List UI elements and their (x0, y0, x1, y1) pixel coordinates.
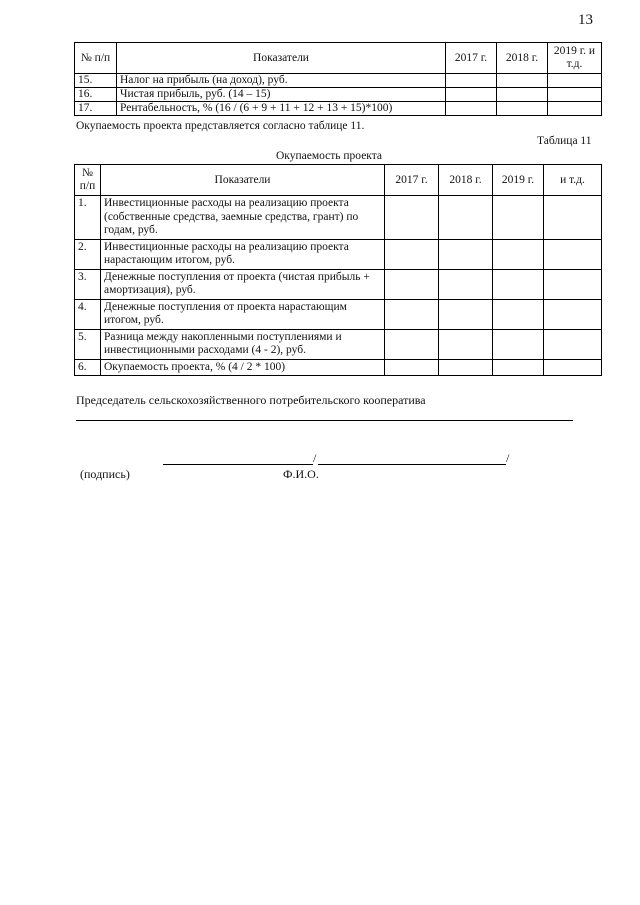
value-cell (497, 74, 548, 88)
value-cell (544, 196, 602, 240)
value-cell (385, 239, 439, 269)
row-number: 16. (75, 88, 117, 102)
table-title: Окупаемость проекта (276, 150, 383, 162)
table-row (75, 239, 602, 269)
value-cell (385, 359, 439, 376)
value-cell (544, 239, 602, 269)
value-cell (446, 74, 497, 88)
value-cell (439, 239, 493, 269)
page-number: 13 (578, 12, 593, 28)
value-cell (544, 299, 602, 329)
header-etc: и т.д. (544, 165, 602, 196)
value-cell (497, 88, 548, 102)
row-number: 2. (75, 239, 101, 269)
value-cell (548, 74, 602, 88)
table-row (75, 88, 602, 102)
header-number: № п/п (75, 43, 117, 74)
indicators-table-continued (74, 42, 602, 116)
row-label: Разница между накопленными поступлениями и инвестиционными расходами (4 - 2), руб. (101, 329, 385, 359)
header-indicators: Показатели (117, 43, 446, 74)
separator-slash: / (506, 451, 510, 465)
row-number: 4. (75, 299, 101, 329)
table-row (75, 74, 602, 88)
value-cell (385, 196, 439, 240)
name-line (318, 464, 506, 465)
row-label: Денежные поступления от проекта (чистая прибыль + амортизация), руб. (101, 269, 385, 299)
signature-line (163, 464, 313, 465)
row-label: Окупаемость проекта, % (4 / 2 * 100) (101, 359, 385, 376)
value-cell (497, 102, 548, 116)
table-row (75, 359, 602, 376)
payback-table (74, 164, 602, 376)
value-cell (385, 269, 439, 299)
value-cell (446, 88, 497, 102)
row-label: Чистая прибыль, руб. (14 – 15) (117, 88, 446, 102)
full-name-label: Ф.И.О. (283, 467, 319, 481)
table-row (75, 269, 602, 299)
value-cell (544, 359, 602, 376)
header-number: № п/п (75, 165, 101, 196)
value-cell (493, 196, 544, 240)
value-cell (385, 329, 439, 359)
table-row (75, 102, 602, 116)
table-row (75, 299, 602, 329)
row-label: Инвестиционные расходы на реализацию проекта (собственные средства, заемные средства, грант) по годам, руб. (101, 196, 385, 240)
header-2019-etc: 2019 г. и т.д. (548, 43, 602, 74)
row-number: 3. (75, 269, 101, 299)
value-cell (439, 196, 493, 240)
table-number: Таблица 11 (537, 135, 592, 147)
table-row (75, 329, 602, 359)
value-cell (439, 269, 493, 299)
row-label: Налог на прибыль (на доход), руб. (117, 74, 446, 88)
row-number: 6. (75, 359, 101, 376)
header-2018: 2018 г. (497, 43, 548, 74)
value-cell (493, 329, 544, 359)
row-label: Денежные поступления от проекта нарастающим итогом, руб. (101, 299, 385, 329)
value-cell (548, 88, 602, 102)
chairman-name-line (76, 420, 573, 421)
value-cell (446, 102, 497, 116)
header-indicators: Показатели (101, 165, 385, 196)
header-2017: 2017 г. (446, 43, 497, 74)
value-cell (385, 299, 439, 329)
payback-note: Окупаемость проекта представляется согласно таблице 11. (76, 120, 365, 132)
separator-slash: / (313, 451, 317, 465)
row-number: 1. (75, 196, 101, 240)
row-number: 17. (75, 102, 117, 116)
table-header-row (75, 165, 602, 196)
row-label: Инвестиционные расходы на реализацию проекта нарастающим итогом, руб. (101, 239, 385, 269)
value-cell (493, 299, 544, 329)
row-label: Рентабельность, % (16 / (6 + 9 + 11 + 12 + 13 + 15)*100) (117, 102, 446, 116)
header-2018: 2018 г. (439, 165, 493, 196)
value-cell (439, 299, 493, 329)
chairman-label: Председатель сельскохозяйственного потребительского кооператива (76, 393, 426, 407)
signature-label: (подпись) (80, 467, 130, 481)
table-header-row (75, 43, 602, 74)
value-cell (544, 329, 602, 359)
value-cell (439, 329, 493, 359)
table-row (75, 196, 602, 240)
value-cell (493, 269, 544, 299)
row-number: 15. (75, 74, 117, 88)
value-cell (544, 269, 602, 299)
header-2017: 2017 г. (385, 165, 439, 196)
value-cell (439, 359, 493, 376)
value-cell (548, 102, 602, 116)
header-2019: 2019 г. (493, 165, 544, 196)
value-cell (493, 359, 544, 376)
value-cell (493, 239, 544, 269)
row-number: 5. (75, 329, 101, 359)
